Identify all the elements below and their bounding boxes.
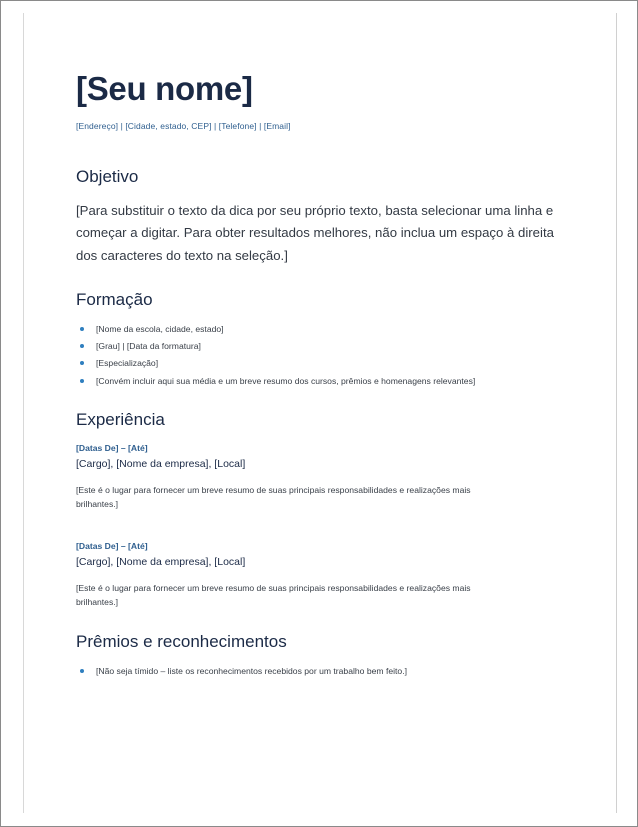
page-title: [Seu nome] [76,70,253,107]
section-heading-education: Formação [76,289,153,309]
experience-dates: [Datas De] – [Até] [76,443,148,454]
experience-role: [Cargo], [Nome da empresa], [Local] [76,556,246,569]
section-experience [76,410,564,610]
section-awards [76,632,564,679]
education-list [76,322,564,388]
experience-dates: [Datas De] – [Até] [76,541,148,552]
section-heading-objective: Objetivo [76,167,139,187]
list-item: [Convém incluir aqui sua média e um breve resumo dos cursos, prêmios e homenagens relevantes] [76,374,564,388]
section-education [76,290,564,388]
section-heading-awards: Prêmios e reconhecimentos [76,632,287,652]
list-item: [Grau] | [Data da formatura] [76,339,564,353]
list-item: [Não seja tímido – liste os reconhecimentos recebidos por um trabalho bem feito.] [76,664,564,678]
list-item: [Especialização] [76,356,564,370]
experience-description: [Este é o lugar para fornecer um breve resumo de suas principais responsabilidades e realizações mais brilhantes.] [76,582,471,608]
experience-description: [Este é o lugar para fornecer um breve resumo de suas principais responsabilidades e realizações mais brilhantes.] [76,484,471,510]
document-page [23,13,617,813]
list-item: [Nome da escola, cidade, estado] [76,322,564,336]
section-objective [76,167,564,268]
awards-list [76,664,564,678]
resume-content [76,71,564,701]
experience-entry [76,442,564,512]
experience-entry [76,540,564,610]
objective-paragraph: [Para substituir o texto da dica por seu próprio texto, basta selecionar uma linha e começar a digitar. Para obter resultados melhores, não inclua um espaço à direita dos caracteres do texto na seleção.] [76,202,554,263]
experience-role: [Cargo], [Nome da empresa], [Local] [76,458,246,471]
section-heading-experience: Experiência [76,409,165,429]
contact-info-line: [Endereço] | [Cidade, estado, CEP] | [Telefone] | [Email] [76,121,291,132]
